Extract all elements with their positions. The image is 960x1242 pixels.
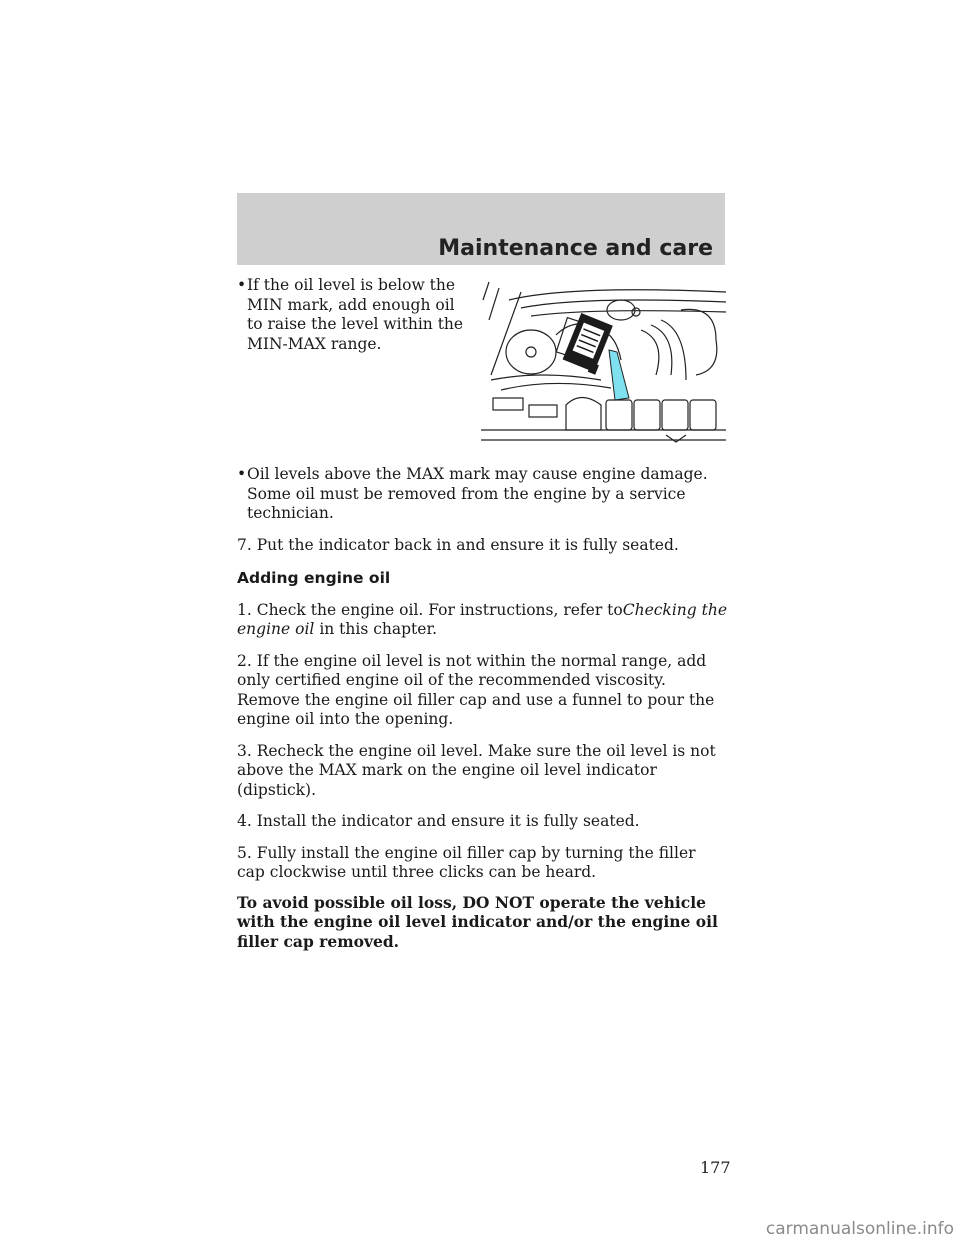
bullet-item	[237, 465, 727, 524]
step-7: 7. Put the indicator back in and ensure it is fully seated.	[237, 535, 679, 554]
bullet-text: Oil levels above the MAX mark may cause engine damage. Some oil must be removed from the engine by a service technician.	[247, 465, 708, 522]
section-heading: Adding engine oil	[237, 569, 391, 587]
step-4: 4. Install the indicator and ensure it is fully seated.	[237, 812, 640, 830]
page-number: 177	[700, 1158, 731, 1177]
step-5: 5. Fully install the engine oil filler cap by turning the filler cap clockwise until three clicks can be heard.	[237, 843, 696, 881]
step-1: 1. Check the engine oil. For instructions, refer toChecking the engine oil in this chapter.	[237, 600, 727, 638]
cross-reference-link: Checking the engine oil	[237, 600, 727, 638]
bullet-glyph: •	[237, 276, 247, 294]
chapter-header-band	[237, 193, 725, 265]
chapter-title: Maintenance and care	[438, 236, 713, 261]
step-2: 2. If the engine oil level is not within the normal range, add only certified engine oil of the recommended viscosity. Remove the engine oil filler cap and use a funnel to pour the engine oil into the opening.	[237, 651, 715, 728]
step-3: 3. Recheck the engine oil level. Make sure the oil level is not above the MAX mark on the engine oil level indicator (dipstick).	[237, 741, 716, 799]
warning-text: To avoid possible oil loss, DO NOT operate the vehicle with the engine oil level indicator and/or the engine oil filler cap removed.	[237, 892, 718, 951]
bullet-item	[237, 276, 472, 354]
bullet-glyph: •	[237, 465, 247, 483]
engine-oil-fill-illustration	[481, 280, 726, 445]
bullet-text: If the oil level is below the MIN mark, add enough oil to raise the level within the MIN-MAX range.	[247, 276, 464, 353]
watermark-link[interactable]: carmanualsonline.info	[765, 1219, 954, 1239]
